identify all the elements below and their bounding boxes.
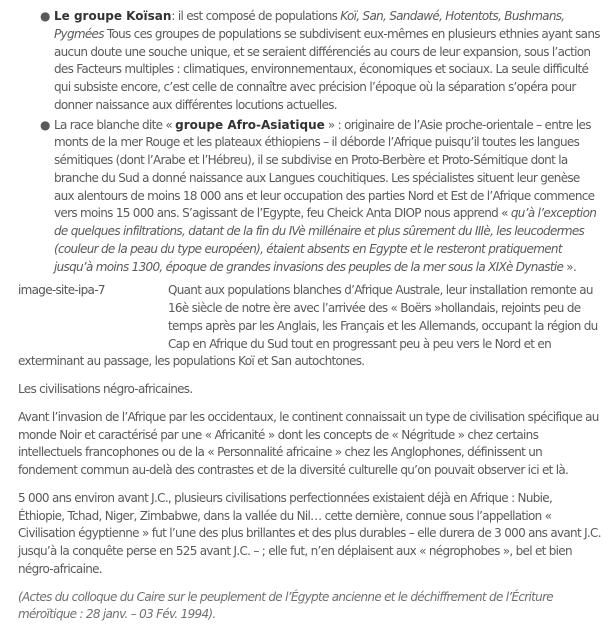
paragraph: Quant aux populations blanches d’Afrique Australe, leur installation remonte au 16è siècle de notre ère avec l’arrivée des « Boërs »hollandais, rejoints peu de temps après par les Anglais, les Français et les Allemands, occupant la région du Cap en Afrique du Sud tout en progressant peu à peu vers le Nord et en exterminant au passage, les populations Koï et San autochtones. — [18, 282, 601, 371]
bullet-icon: ● — [40, 117, 50, 135]
population-list — [18, 8, 601, 276]
paragraph: Avant l’invasion de l’Afrique par les occidentaux, le continent connaissait un type de civilisation spécifique au monde Noir et caractérisé par une « Africanité » dont les concepts de « Négritude » chez certains intellectuels francophones ou de la « Personnalité africaine » chez les Anglophones, définissent un fondement commun au-delà des contrastes et de la diversité culturelle qu’on pouvait observer ici et là. — [18, 409, 601, 480]
list-item: ● Le groupe Koïsan: il est composé de populations Koï, San, Sandawé, Hotentots, Bushmans, Pygmées Tous ces groupes de populations se subdivisent eux-mêmes en plusieurs ethnies ayant sans aucun doute une souche unique, et se seraient différenciés au cours de leur expansion, sous l’action des Facteurs multiples : climatiques, environnementaux, économiques et sociaux. La seule difficulté qui subsiste encore, c’est celle de connaître avec précision l’époque où la séparation s’opéra pour donner naissance aux différentes locutions actuelles. — [54, 8, 601, 115]
section-heading: Les civilisations négro-africaines. — [18, 381, 601, 399]
broken-image — [18, 282, 168, 346]
image-alt-text: image-site-ipa-7 — [18, 282, 168, 300]
image-paragraph — [18, 282, 601, 371]
population-names: Koï, San, Sandawé, Hotentots, Bushmans, Pygmées — [54, 9, 564, 41]
bullet-icon: ● — [40, 8, 50, 26]
list-item-title: Le groupe Koïsan — [54, 9, 171, 23]
source-caption: (Actes du colloque du Caire sur le peuplement de l’Égypte ancienne et le déchiffrement de l’Écriture méroïtique : 28 janv. – 03 Fév. 1994). — [18, 589, 601, 624]
list-item-title: groupe Afro-Asiatique — [175, 118, 325, 132]
paragraph: 5 000 ans environ avant J.C., plusieurs civilisations perfectionnées existaient déjà en Afrique : Nubie, Éthiopie, Tchad, Niger, Zimbabwe, dans la vallée du Nil… cette dernière, connue sous l’appellation « Civilisation égyptienne » fut l’une des plus brillantes et des plus durables – elle durera de 3 000 ans avant J.C. jusqu’à la conquête perse en 525 avant J.C. – ; elle fut, n’en déplaisent aux « négrophobes », bel et bien négro-africaine. — [18, 490, 601, 579]
list-item: ● La race blanche dite « groupe Afro-Asiatique » : originaire de l’Asie proche-orientale – entre les monts de la mer Rouge et les plateaux éthiopiens – il déborde l’Afrique puisqu’il toutes les langues sémitiques (dont l’Arabe et l’Hébreu), il se subdivise en Proto-Berbère et Proto-Sémitique dont la branche du Sud a donné naissance aux Langues couchitiques. Les spécialistes situent leur genèse aux alentours de moins 18 000 ans et leur occupation des parties Nord et Est de l’Afrique commence vers moins 15 000 ans. S’agissant de l’Egypte, feu Cheick Anta DIOP nous apprend « qu’à l’exception de quelques infiltrations, datant de la fin du IVè millénaire et plus sûrement du IIIè, les leucodermes (couleur de la peau du type européen), étaient absents en Egypte et le resteront pratiquement jusqu’à moins 1300, époque de grandes invasions des peuples de la mer sous la XIXè Dynastie ». — [54, 117, 601, 277]
diop-quote: qu’à l’exception de quelques infiltrations, datant de la fin du IVè millénaire et plus sûrement du IIIè, les leucodermes (couleur de la peau du type européen), étaient absents en Egypte et le resteront pratiquement jusqu’à moins 1300, époque de grandes invasions des peuples de la mer sous la XIXè Dynastie — [54, 206, 596, 273]
